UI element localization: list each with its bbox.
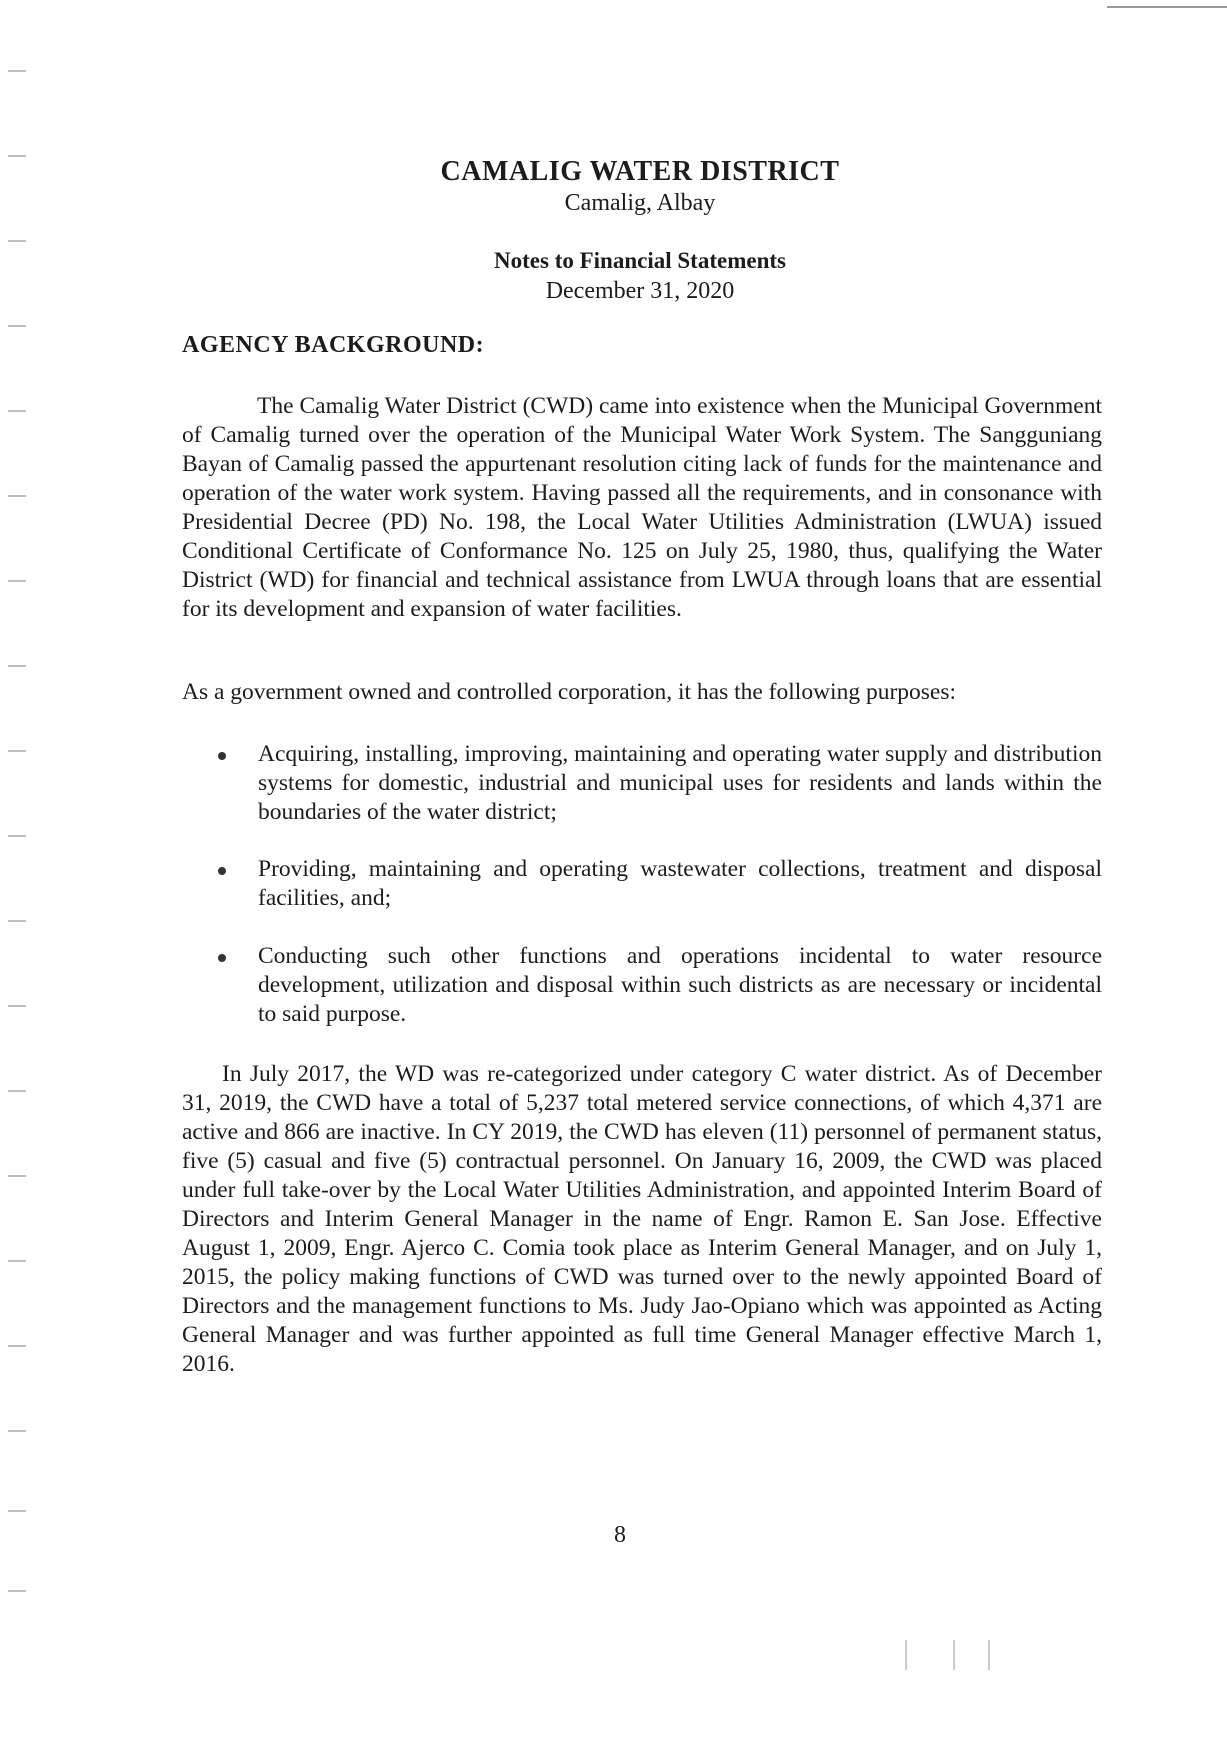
scan-edge-mark xyxy=(8,495,26,497)
scan-edge-mark xyxy=(8,1005,26,1007)
history-paragraph: In July 2017, the WD was re-categorized under category C water district. As of December 31, 2019, the CWD have a total of 5,237 total metered service connections, of which 4,371 are active and 866 are inactive. In CY 2019, the CWD has eleven (11) personnel of permanent status, five (5) casual and five (5) contractual personnel. On January 16, 2009, the CWD was placed under full take-over by the Local Water Utilities Administration, and appointed Interim Board of Directors and Interim General Manager in the name of Engr. Ramon E. San Jose. Effective August 1, 2009, Engr. Ajerco C. Comia took place as Interim General Manager, and on July 1, 2015, the policy making functions of CWD was turned over to the newly appointed Board of Directors and the management functions to Ms. Judy Jao-Opiano which was appointed as Acting General Manager and was further appointed as full time General Manager effective March 1, 2016. xyxy=(182,1061,1102,1377)
scan-edge-line xyxy=(1107,6,1227,8)
page-number: 8 xyxy=(614,1522,626,1548)
list-item-text: Acquiring, installing, improving, maintaining and operating water supply and distribution systems for domestic, industrial and municipal uses for residents and lands within the boundaries of the water district; xyxy=(258,741,1102,825)
scan-edge-mark xyxy=(8,750,26,752)
list-item-text: Providing, maintaining and operating wastewater collections, treatment and disposal facilities, and; xyxy=(258,856,1102,911)
document-title: Notes to Financial Statements xyxy=(494,248,786,273)
scan-edge-mark xyxy=(8,240,26,242)
scan-edge-mark xyxy=(8,920,26,922)
bullet-icon xyxy=(218,752,226,760)
document-date: December 31, 2020 xyxy=(545,278,735,304)
organization-name: CAMALIG WATER DISTRICT xyxy=(440,156,840,187)
scan-bottom-mark xyxy=(988,1640,990,1670)
background-paragraph: The Camalig Water District (CWD) came into existence when the Municipal Government of Camalig turned over the operation of the Municipal Water Work System. The Sangguniang Bayan of Camalig passed the appurtenant resolution citing lack of funds for the maintenance and operation of the water work system. Having passed all the requirements, and in consonance with Presidential Decree (PD) No. 198, the Local Water Utilities Administration (LWUA) issued Conditional Certificate of Conformance No. 125 on July 25, 1980, thus, qualifying the Water District (WD) for financial and technical assistance from LWUA through loans that are essential for its development and expansion of water facilities. xyxy=(182,393,1102,622)
scan-edge-mark xyxy=(8,580,26,582)
scan-edge-mark xyxy=(8,410,26,412)
scan-edge-mark xyxy=(8,1090,26,1092)
scan-edge-mark xyxy=(8,835,26,837)
scan-edge-mark xyxy=(8,1175,26,1177)
organization-location: Camalig, Albay xyxy=(564,190,716,216)
scan-edge-mark xyxy=(8,1430,26,1432)
scan-edge-mark xyxy=(8,70,26,72)
bullet-icon xyxy=(218,954,226,962)
scan-bottom-mark xyxy=(905,1640,907,1670)
scan-edge-mark xyxy=(8,325,26,327)
list-item-text: Conducting such other functions and operations incidental to water resource development, utilization and disposal within such districts as are necessary or incidental to said purpose. xyxy=(258,943,1102,1027)
scan-edge-mark xyxy=(8,1260,26,1262)
scan-bottom-mark xyxy=(953,1640,955,1670)
scan-edge-mark xyxy=(8,665,26,667)
section-heading: AGENCY BACKGROUND: xyxy=(182,332,485,358)
purposes-intro: As a government owned and controlled corporation, it has the following purposes: xyxy=(182,679,957,705)
bullet-icon xyxy=(218,867,226,875)
scan-edge-mark xyxy=(8,1510,26,1512)
scan-edge-mark xyxy=(8,1345,26,1347)
scan-edge-mark xyxy=(8,1590,26,1592)
scan-edge-mark xyxy=(8,155,26,157)
